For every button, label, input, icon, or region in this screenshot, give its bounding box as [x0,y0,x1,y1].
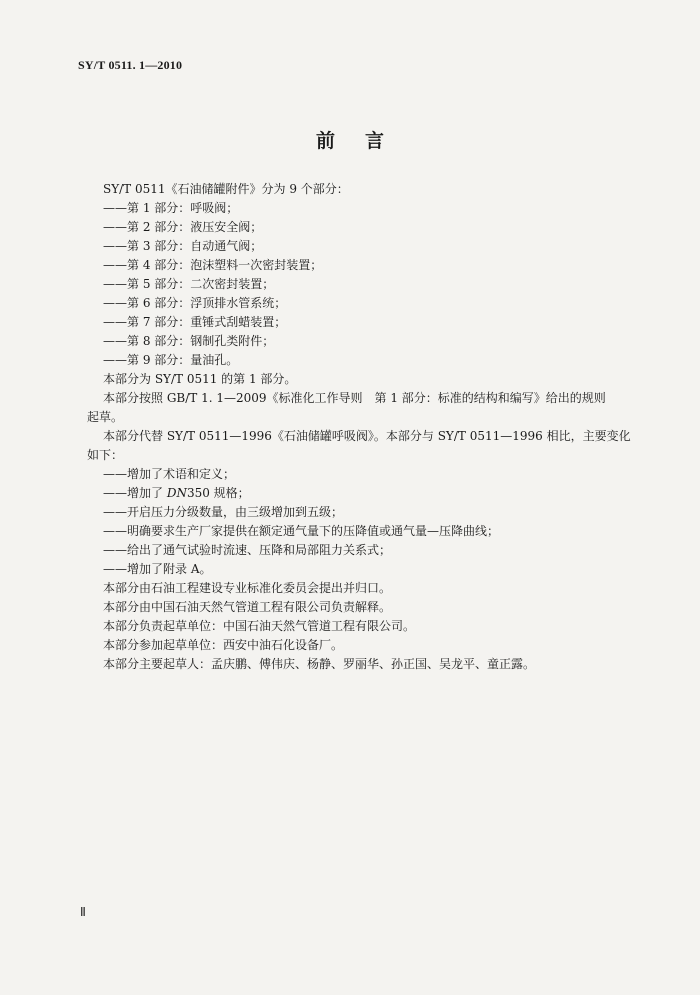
change-dn-italic: DN [166,486,187,500]
change-suffix: 350 规格； [186,486,250,500]
list-item: ——第 3 部分：自动通气阀； [103,239,263,253]
participating-unit: 本部分参加起草单位：西安中油石化设备厂。 [103,638,344,652]
standard-number: SY/T 0511. 1—2010 [78,58,183,72]
intro-paragraph: SY/T 0511《石油储罐附件》分为 9 个部分： [103,182,349,196]
list-item: ——第 9 部分：量油孔。 [103,353,239,367]
list-item: ——第 6 部分：浮顶排水管系统； [103,296,287,310]
drafting-rules-line1: 本部分按照 GB/T 1. 1—2009《标准化工作导则 第 1 部分：标准的结构和编写》给出的规则 [103,391,606,405]
list-item: ——第 4 部分：泡沫塑料一次密封装置； [103,258,323,272]
list-item [87,484,647,503]
change-prefix: ——增加了 [103,486,167,500]
part-statement: 本部分为 SY/T 0511 的第 1 部分。 [103,372,297,386]
parts-list [87,199,647,370]
changes-list [87,465,647,579]
replaces-line2: 如下： [87,448,124,462]
page-number: Ⅱ [80,905,86,919]
foreword-body [87,180,647,674]
drafters: 本部分主要起草人：孟庆鹏、傅伟庆、杨静、罗丽华、孙正国、吴龙平、童正露。 [103,657,536,671]
responsible-unit: 本部分负责起草单位：中国石油天然气管道工程有限公司。 [103,619,416,633]
list-item: ——第 2 部分：液压安全阀； [103,220,263,234]
proposed-by: 本部分由石油工程建设专业标准化委员会提出并归口。 [103,581,392,595]
list-item: ——明确要求生产厂家提供在额定通气量下的压降值或通气量—压降曲线； [103,524,500,538]
list-item: ——增加了附录 A。 [103,562,212,576]
list-item: ——第 5 部分：二次密封装置； [103,277,275,291]
list-item: ——第 7 部分：重锤式刮蜡装置； [103,315,287,329]
replaces-line1: 本部分代替 SY/T 0511—1996《石油储罐呼吸阀》。本部分与 SY/T 0511—1996 相比，主要变化 [103,429,631,443]
list-item: ——第 1 部分：呼吸阀； [103,201,239,215]
drafting-rules-line2: 起草。 [87,410,124,424]
list-item: ——给出了通气试验时流速、压降和局部阻力关系式； [103,543,392,557]
interpreted-by: 本部分由中国石油天然气管道工程有限公司负责解释。 [103,600,392,614]
list-item: ——增加了术语和定义； [103,467,236,481]
list-item: ——第 8 部分：钢制孔类附件； [103,334,275,348]
page-title: 前言 [315,130,414,152]
list-item: ——开启压力分级数量，由三级增加到五级； [103,505,344,519]
